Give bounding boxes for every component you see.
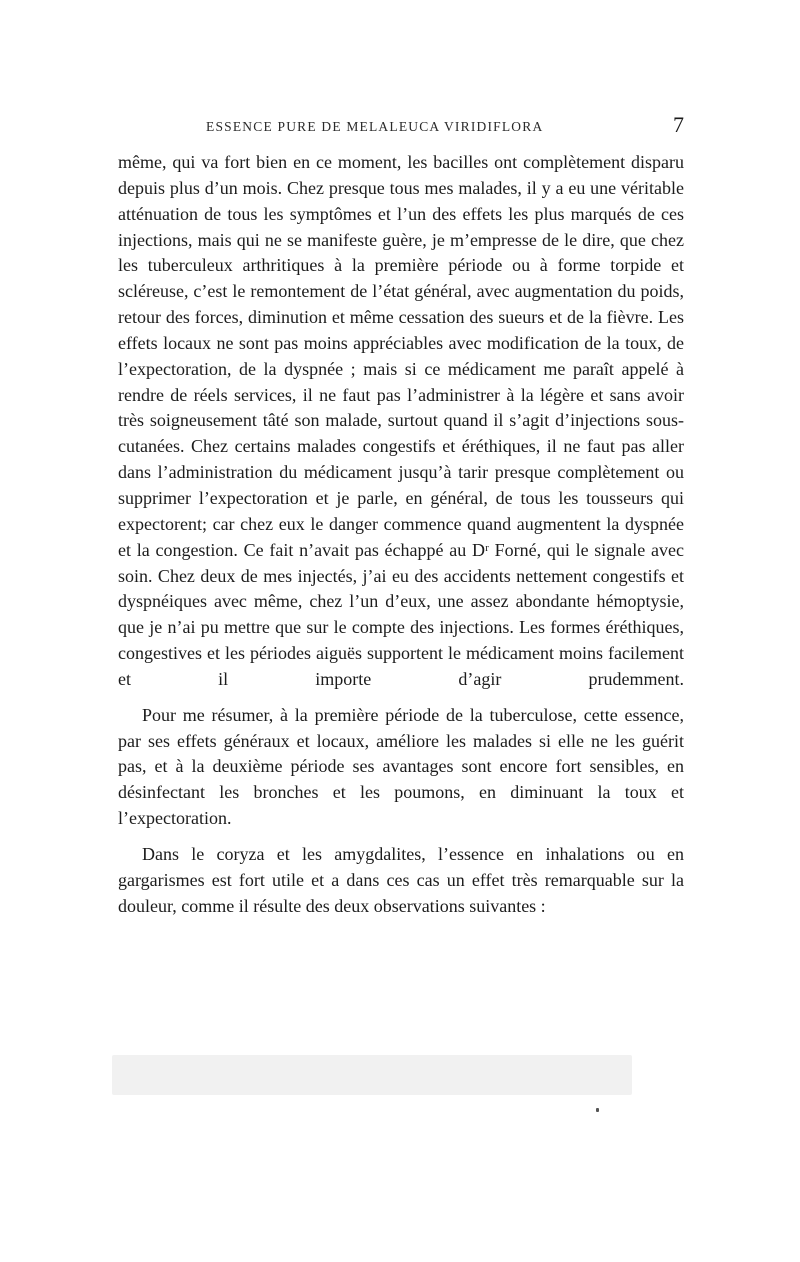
scan-speck xyxy=(596,1108,599,1112)
body-text xyxy=(118,150,684,919)
page-number: 7 xyxy=(673,112,684,137)
paragraph-3: Dans le coryza et les amygdalites, l’essence en inhalations ou en gargarismes est fort utile et a dans ces cas un effet très remarquable sur la douleur, comme il résulte des deux observations suivantes : xyxy=(118,843,684,916)
paragraph-1: même, qui va fort bien en ce moment, les bacilles ont complètement disparu depuis plus d’un mois. Chez presque tous mes malades, il y a eu une véritable atténuation de tous les symptômes et l’un des effets les plus marqués de ces injections, mais qui ne se manifeste guère, je m’empresse de le dire, que chez les tuberculeux arthritiques à la première période ou à forme torpide et scléreuse, c’est le remontement de l’état général, avec augmentation du poids, retour des forces, diminution et même cessation des sueurs et de la fièvre. Les effets locaux ne sont pas moins appréciables avec modification de la toux, de l’expectoration, de la dyspnée ; mais si ce médicament me paraît appelé à rendre de réels services, il ne faut pas l’administrer à la légère et sans avoir très soigneusement tâté son malade, surtout quand il s’agit d’injections sous-cutanées. Chez certains malades congestifs et éréthiques, il ne faut pas aller dans l’administration du médicament jusqu’à tarir presque complètement ou supprimer l’expectoration et je parle, en général, de tous les tousseurs qui expectorent; car chez eux le danger commence quand augmentent la dyspnée et la congestion. Ce fait n’avait pas échappé au Dʳ Forné, qui le signale avec soin. Chez deux de mes injectés, j’ai eu des accidents nettement congestifs et dyspnéiques avec même, chez l’un d’eux, une assez abondante hémoptysie, que je n’ai pu mettre que sur le compte des injections. Les formes éréthiques, congestives et les périodes aiguës supportent le médicament moins facilement et il importe d’agir prudemment. xyxy=(118,152,684,689)
paragraph-2: Pour me résumer, à la première période de la tuberculose, cette essence, par ses effets généraux et locaux, améliore les malades si elle ne les guérit pas, et à la deuxième période ses avantages sont encore fort sensibles, en désinfectant les bronches et les poumons, en diminuant la toux et l’expectoration. xyxy=(118,704,684,829)
running-title: ESSENCE PURE DE MELALEUCA VIRIDIFLORA xyxy=(206,119,544,134)
scan-smudge xyxy=(112,1055,632,1095)
running-head xyxy=(118,112,684,140)
